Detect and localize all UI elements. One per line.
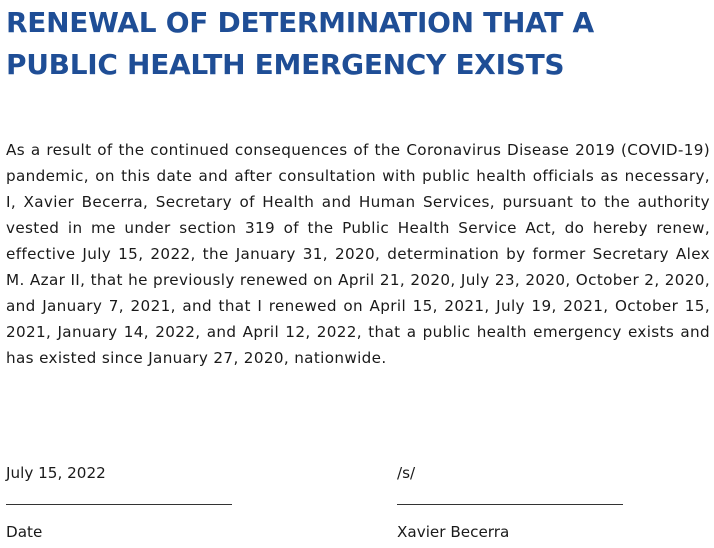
date-value: July 15, 2022: [6, 464, 106, 482]
date-block: [6, 462, 246, 543]
determination-paragraph: As a result of the continued consequences of the Coronavirus Disease 2019 (COVID-19) pandemic, on this date and after consultation with public health officials as necessary, I, Xavier Becerra, Secretary of Health and Human Services, pursuant to the authority vested in me under section 319 of the Public Health Service Act, do hereby renew, effective July 15, 2022, the January 31, 2020, determination by former Secretary Alex M. Azar II, that he previously renewed on April 21, 2020, July 23, 2020, October 2, 2020, and January 7, 2021, and that I renewed on April 15, 2021, July 19, 2021, October 15, 2021, January 14, 2022, and April 12, 2022, that a public health emergency exists and has existed since January 27, 2020, nationwide.: [6, 141, 710, 367]
signature-value: /s/: [397, 464, 416, 482]
date-signature-line: [6, 504, 232, 505]
page-title: RENEWAL OF DETERMINATION THAT A PUBLIC HEALTH EMERGENCY EXISTS: [6, 6, 594, 81]
signer-signature-line: [397, 504, 623, 505]
signature-block: [397, 462, 637, 543]
signer-name: Xavier Becerra: [397, 523, 510, 541]
date-label: Date: [6, 523, 43, 541]
